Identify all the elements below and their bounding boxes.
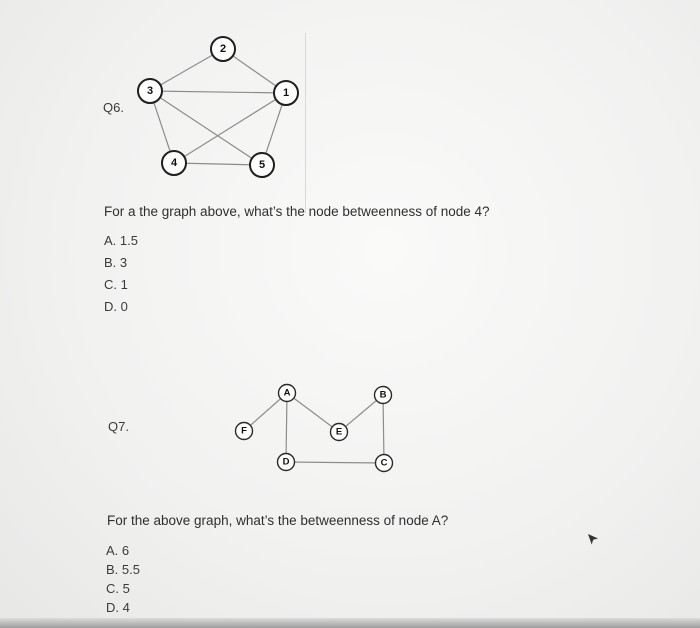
node-1-label: 1 <box>282 87 290 99</box>
q7-option-a: A. 6 <box>106 543 130 558</box>
q7-question: For the above graph, what’s the betweenness of node A? <box>107 513 449 528</box>
node-D-label: D <box>282 456 290 468</box>
edge-A-D <box>286 393 287 462</box>
node-A <box>279 385 296 402</box>
q7-label: Q7. <box>108 419 129 434</box>
edge-4-1 <box>174 93 286 163</box>
q6-label: Q6. <box>103 100 124 115</box>
edge-3-1 <box>150 91 286 93</box>
q6-option-a: A. 1.5 <box>104 233 138 248</box>
node-3-label: 3 <box>146 85 154 97</box>
node-5 <box>250 153 274 177</box>
node-B-label: B <box>379 389 387 401</box>
edge-B-C <box>383 395 384 463</box>
edge-D-C <box>286 462 384 463</box>
node-F-label: F <box>241 425 247 437</box>
edge-A-E <box>287 393 339 432</box>
q6-option-c: C. 1 <box>104 277 128 292</box>
node-4-label: 4 <box>170 157 178 169</box>
node-1 <box>274 81 298 105</box>
node-3 <box>138 79 162 103</box>
q7-option-c: C. 5 <box>106 581 130 596</box>
q6-option-b: B. 3 <box>104 255 128 270</box>
node-E <box>331 424 348 441</box>
node-C <box>376 455 393 472</box>
node-4 <box>162 151 186 175</box>
node-2-label: 2 <box>219 43 227 55</box>
node-C-label: C <box>380 457 388 469</box>
mouse-cursor-icon <box>586 532 600 546</box>
q7-option-d: D. 4 <box>106 600 130 615</box>
q7-graph <box>236 385 393 472</box>
node-2 <box>211 37 235 61</box>
q6-question: For a the graph above, what’s the node betweenness of node 4? <box>104 204 490 219</box>
node-E-label: E <box>335 426 343 438</box>
node-B <box>375 387 392 404</box>
page-bottom-shadow <box>0 618 700 628</box>
node-5-label: 5 <box>258 159 266 171</box>
node-F <box>236 423 253 440</box>
q6-option-d: D. 0 <box>104 299 128 314</box>
node-D <box>278 454 295 471</box>
edge-4-5 <box>174 163 262 165</box>
q7-option-b: B. 5.5 <box>106 562 140 577</box>
node-A-label: A <box>283 387 291 399</box>
